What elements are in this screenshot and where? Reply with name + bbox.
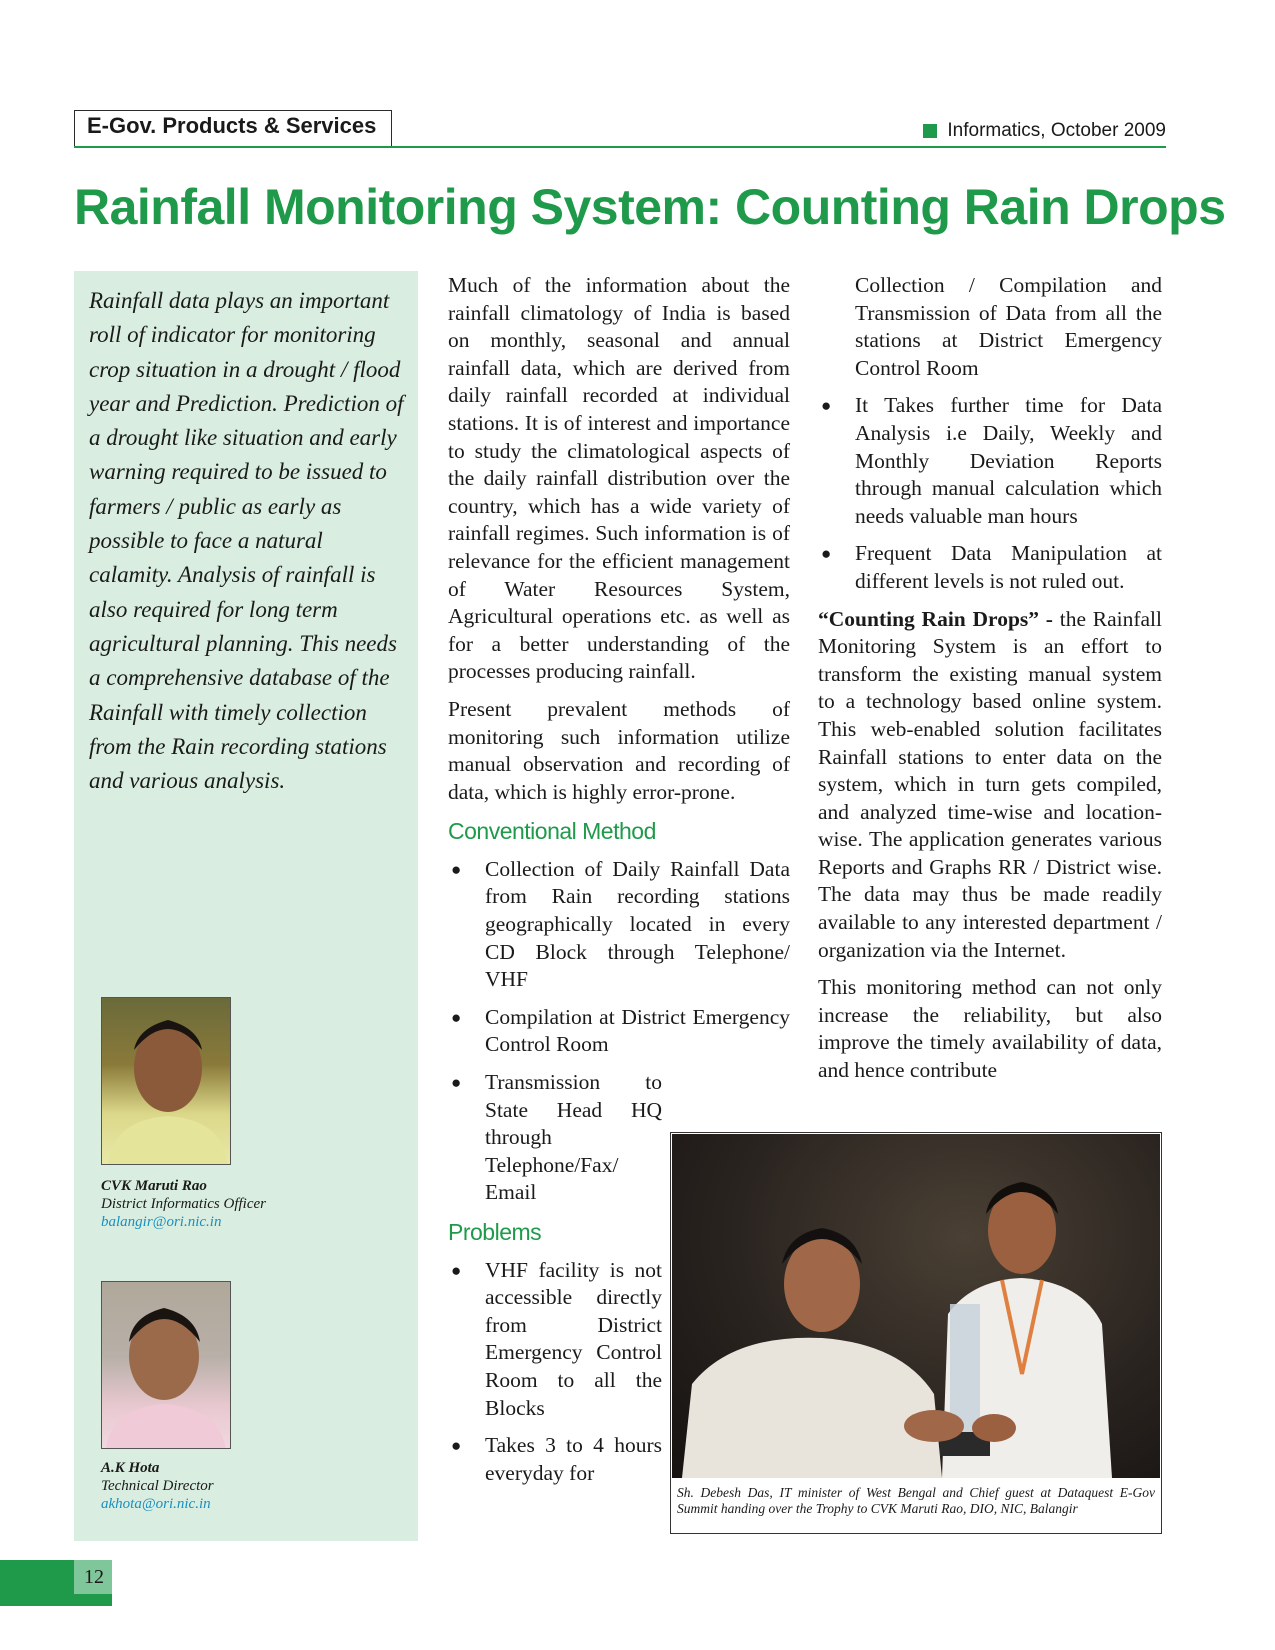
- award-photo-frame: [670, 1132, 1162, 1534]
- header-rule: [74, 146, 1166, 148]
- body-column-right: [818, 272, 1162, 1095]
- author-1: [101, 1177, 401, 1231]
- award-photo: [672, 1134, 1160, 1478]
- author-2: [101, 1459, 401, 1513]
- problems-continued: Collection / Compilation and Transmission of Data from all the stations at District Emergency Control Room: [855, 273, 1162, 380]
- abstract: Rainfall data plays an important roll of indicator for monitoring crop situation in a drought / flood year and Prediction. Prediction of a drought like situation and early warning required to be issued to farmers / public as early as possible to face a natural calamity. Analysis of rainfall is also required for long term agricultural planning. This needs a comprehensive database of the Rainfall with timely collection from the Rain recording stations and various analysis.: [89, 288, 404, 794]
- problems-list-continued: [818, 392, 1162, 595]
- author-photo-1: [101, 997, 231, 1165]
- conventional-method-heading: Conventional Method: [448, 818, 656, 845]
- issue-label: [923, 120, 1166, 142]
- author-2-email[interactable]: akhota@ori.nic.in: [101, 1496, 211, 1512]
- page-number: 12: [84, 1566, 104, 1588]
- author-1-role: District Informatics Officer: [101, 1196, 266, 1212]
- section-tag: E-Gov. Products & Services: [74, 110, 392, 147]
- author-2-role: Technical Director: [101, 1478, 214, 1494]
- counting-rain-drops-text: the Rainfall Monitoring System is an effort to transform the existing manual system to a technology based online system. This web-enabled solution facilitates Rainfall stations to enter data on the system, which in turn gets compiled, and analyzed time-wise and location-wise. The application generates various Reports and Graphs RR / District wise. The data may thus be made readily available to any interested department / organization via the Internet.: [818, 606, 1162, 962]
- article-title: Rainfall Monitoring System: Counting Rain Drops: [74, 179, 1226, 235]
- list-item: ● Takes 3 to 4 hours everyday for: [448, 1432, 662, 1487]
- green-square-icon: [923, 124, 937, 138]
- intro-paragraph-2: Present prevalent methods of monitoring such information utilize manual observation and recording of data, which is highly error-prone.: [448, 696, 790, 804]
- counting-rain-drops-lead: “Counting Rain Drops” -: [818, 606, 1053, 631]
- author-1-name: CVK Maruti Rao: [101, 1178, 207, 1194]
- list-item: ● VHF facility is not accessible directly from District Emergency Control Room to all the Blocks: [448, 1257, 662, 1423]
- closing-paragraph: This monitoring method can not only increase the reliability, but also improve the timely availability of data, and hence contribute: [818, 975, 1162, 1083]
- problems-heading: Problems: [448, 1219, 542, 1245]
- author-2-name: A.K Hota: [101, 1460, 160, 1476]
- footer-block-dark: [0, 1560, 74, 1606]
- counting-rain-drops-paragraph: [818, 606, 1162, 965]
- photo-caption: Sh. Debesh Das, IT minister of West Bengal and Chief guest at Dataquest E-Gov Summit handing over the Trophy to CVK Maruti Rao, DIO, NIC, Balangir: [677, 1485, 1155, 1516]
- list-item: ● Transmission to State Head HQ through Telephone/Fax/ Email: [448, 1069, 662, 1207]
- author-photo-2: [101, 1281, 231, 1449]
- issue-text: Informatics, October 2009: [947, 120, 1166, 141]
- list-item: ● Compilation at District Emergency Control Room: [448, 1004, 790, 1059]
- portrait-icon: [102, 1282, 231, 1449]
- list-item: ● Collection of Daily Rainfall Data from Rain recording stations geographically located in every CD Block through Telephone/ VHF: [448, 856, 790, 994]
- author-1-email[interactable]: balangir@ori.nic.in: [101, 1214, 222, 1230]
- list-item: ● It Takes further time for Data Analysis i.e Daily, Weekly and Monthly Deviation Reports through manual calculation which needs valuable man hours: [818, 392, 1162, 530]
- intro-paragraph-1: Much of the information about the rainfall climatology of India is based on monthly, seasonal and annual rainfall data, which are derived from daily rainfall recorded at individual stations. It is of interest and importance to study the climatological aspects of the daily rainfall distribution over the country, which has a wide variety of rainfall regimes. Such information is of relevance for the efficient management of Water Resources System, Agricultural operations etc. as well as for a better understanding of the processes producing rainfall.: [448, 273, 790, 684]
- footer-bar: [74, 1594, 112, 1606]
- award-ceremony-icon: [672, 1134, 1160, 1478]
- portrait-icon: [102, 998, 231, 1165]
- list-item: ● Frequent Data Manipulation at different levels is not ruled out.: [818, 540, 1162, 595]
